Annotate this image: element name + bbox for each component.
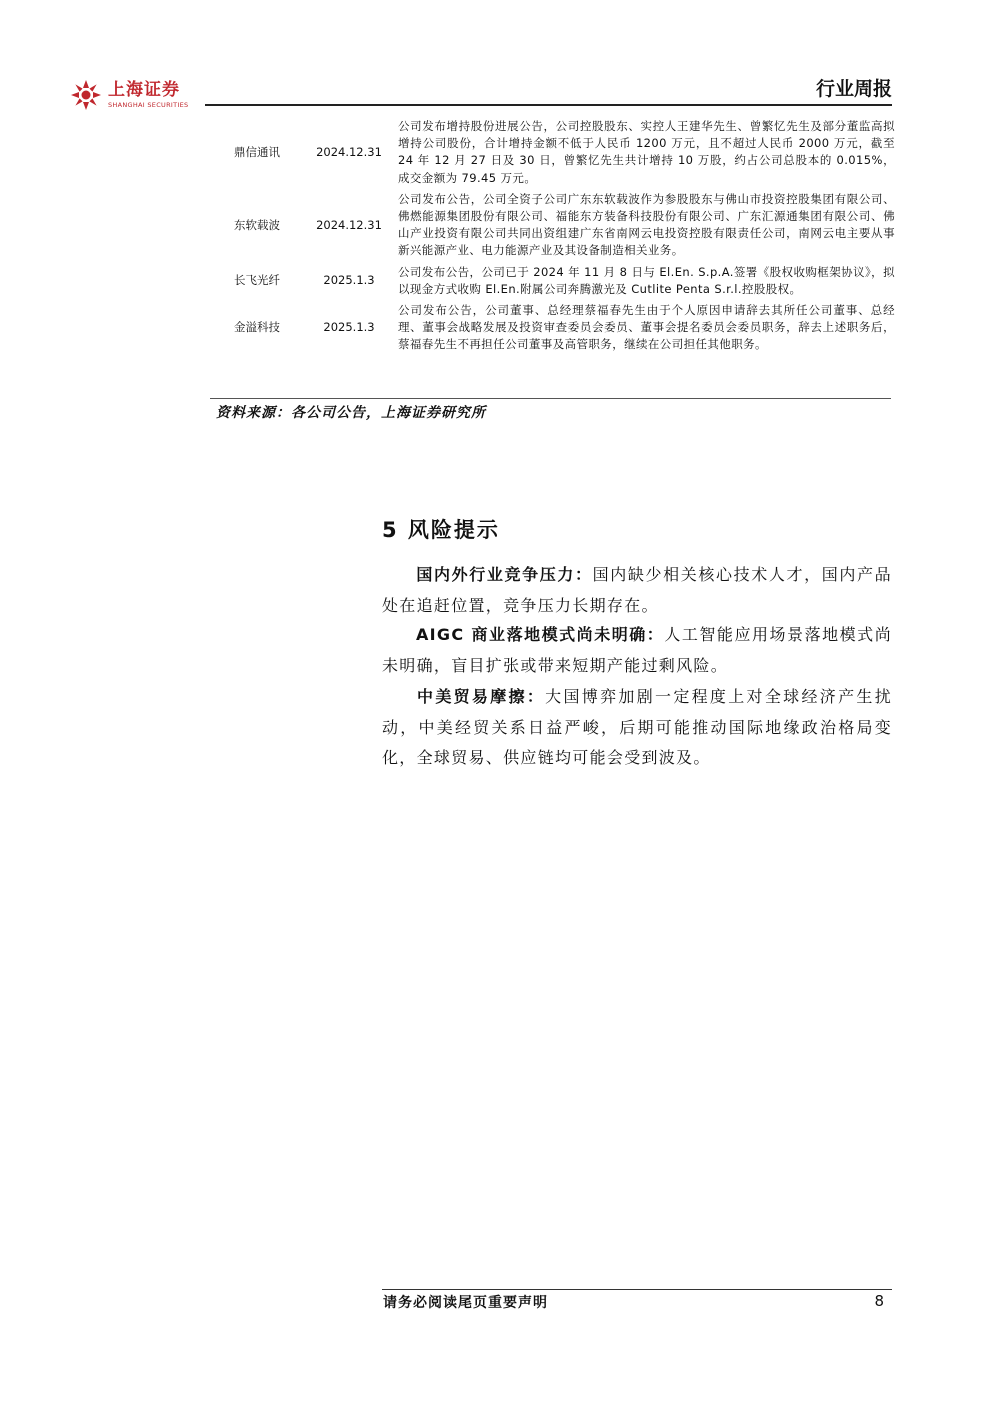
company-notices-table: [210, 116, 899, 356]
logo-chinese-name: 上海证券: [108, 79, 180, 100]
footer-divider: [382, 1289, 892, 1290]
table-source-note: 资料来源：各公司公告，上海证券研究所: [216, 405, 486, 421]
logo-wordmark: [108, 79, 189, 109]
logo-english-name: SHANGHAI SECURITIES: [108, 100, 189, 109]
footer-disclaimer: 请务必阅读尾页重要声明: [383, 1295, 548, 1311]
risk-paragraph: [382, 620, 892, 681]
risk-paragraph: [382, 560, 892, 621]
date-cell: 2024.12.31: [316, 217, 382, 232]
company-logo: [70, 77, 188, 113]
risk-text: 人工智能应用场景落地模式尚未明确，盲目扩张或带来短期产能过剩风险。: [382, 625, 892, 675]
date-cell: 2024.12.31: [316, 144, 382, 159]
risk-lead: 国内外行业竞争压力：: [416, 565, 593, 584]
date-cell: 2025.1.3: [323, 273, 375, 288]
date-cell: 2025.1.3: [323, 320, 375, 335]
company-name-cell: 鼎信通讯: [234, 144, 280, 159]
company-name-cell: 长飞光纤: [234, 273, 280, 288]
company-name-cell: 东软载波: [234, 217, 280, 232]
logo-emblem-icon: [70, 79, 102, 111]
notice-content-cell: 公司发布公告，公司已于 2024 年 11 月 8 日与 El.En. S.p.A.签署《股权收购框架协议》，拟以现金方式收购 El.En.附属公司奔腾激光及 Cutlite Penta S.r.l.控股股权。: [398, 264, 895, 296]
table-row: [210, 116, 899, 189]
notice-content-cell: 公司发布公告，公司董事、总经理蔡福春先生由于个人原因申请辞去其所任公司董事、总经理、董事会战略发展及投资审查委员会委员、董事会提名委员会委员职务，辞去上述职务后，蔡福春先生不再担任公司董事及高管职务，继续在公司担任其他职务。: [398, 303, 895, 352]
risk-lead: 中美贸易摩擦：: [416, 687, 546, 706]
table-row: [210, 262, 899, 300]
risk-paragraph: [382, 682, 892, 774]
risk-text: 国内缺少相关核心技术人才，国内产品处在追赶位置，竞争压力长期存在。: [382, 565, 892, 615]
notice-content-cell: 公司发布增持股份进展公告，公司控股股东、实控人王建华先生、曾繁忆先生及部分董监高拟增持公司股份，合计增持金额不低于人民币 1200 万元，且不超过人民币 2000 万元，截至 24 年 12 月 27 日及 30 日，曾繁忆先生共计增持 10 万股，约占公司总股本的 0.015%，成交金额为 79.45 万元。: [398, 119, 895, 185]
section-heading: 5 风险提示: [382, 518, 500, 542]
page-number: 8: [874, 1292, 884, 1310]
company-name-cell: 金溢科技: [234, 320, 280, 335]
table-bottom-rule: [210, 398, 891, 399]
table-row: [210, 300, 899, 356]
report-type-title: 行业周报: [815, 78, 892, 100]
table-row: [210, 189, 899, 262]
header-divider: [205, 104, 892, 106]
risk-lead: AIGC 商业落地模式尚未明确：: [416, 625, 665, 644]
notice-content-cell: 公司发布公告，公司全资子公司广东东软载波作为参股股东与佛山市投资控股集团有限公司、佛燃能源集团股份有限公司、福能东方装备科技股份有限公司、广东汇源通集团有限公司、佛山产业投资有限公司共同出资组建广东省南网云电投资控股有限责任公司，南网云电主要从事新兴能源产业、电力能源产业及其设备制造相关业务。: [398, 191, 895, 258]
risk-text: 大国博弈加剧一定程度上对全球经济产生扰动，中美经贸关系日益严峻，后期可能推动国际地缘政治格局变化，全球贸易、供应链均可能会受到波及。: [382, 687, 893, 767]
